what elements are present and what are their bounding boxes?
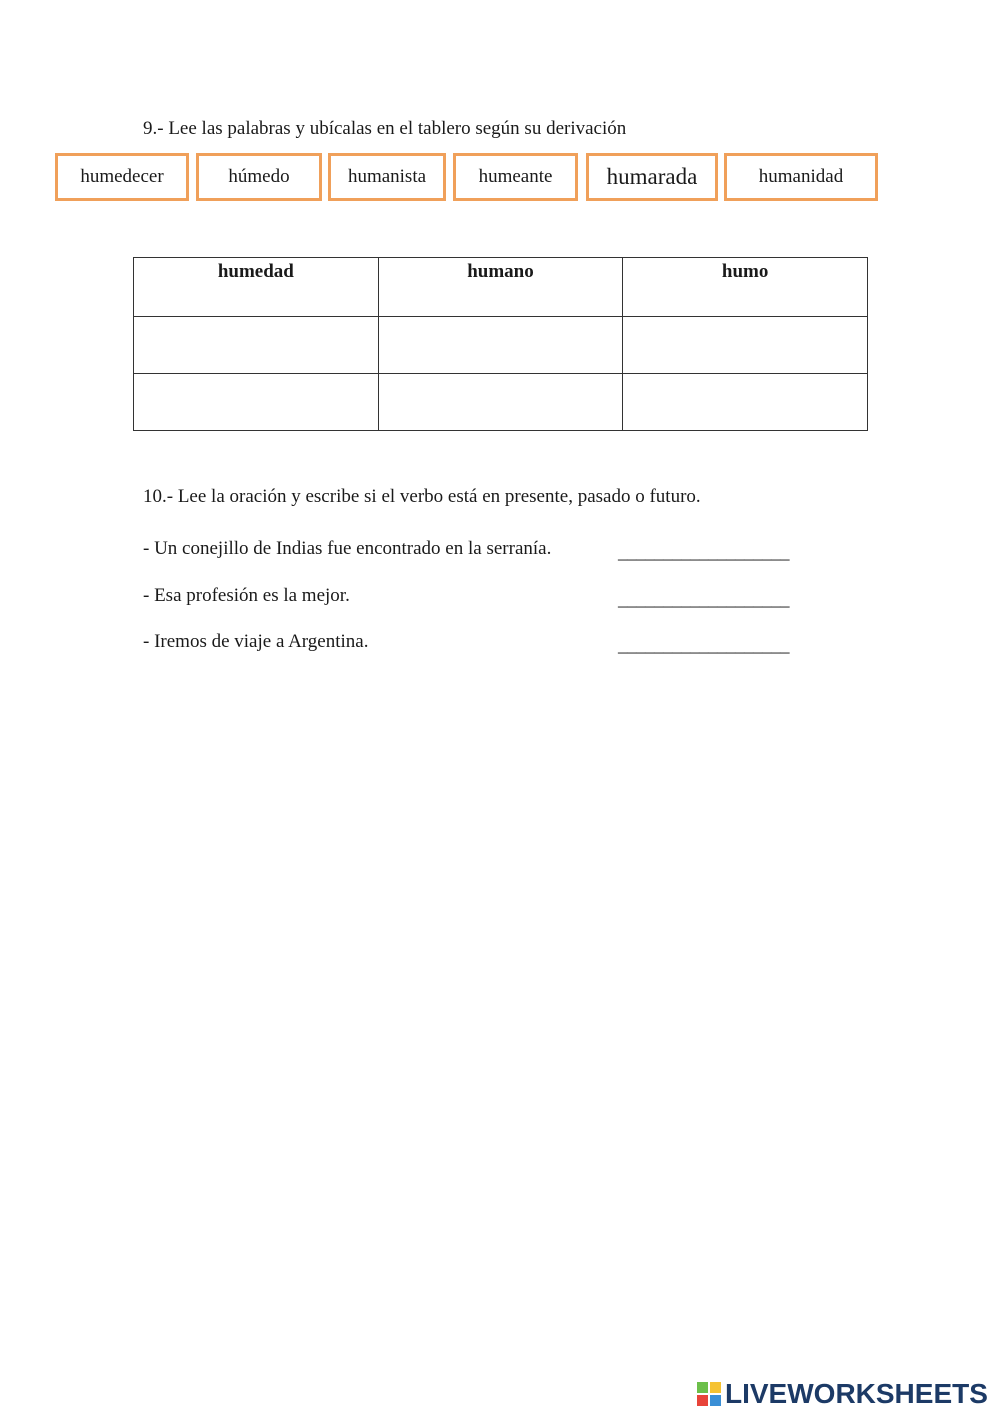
board-row [134,317,868,374]
word-card-humeante[interactable]: humeante [453,153,578,201]
drop-zone-humo-2[interactable] [623,374,868,431]
answer-field-2[interactable]: ___________________ [618,589,789,610]
sentence-1: - Un conejillo de Indias fue encontrado en la serranía. [143,538,552,559]
liveworksheets-logo [697,1376,988,1412]
board-header-humano: humano [378,258,623,317]
sentence-3: - Iremos de viaje a Argentina. [143,631,369,652]
board-row [134,374,868,431]
answer-field-1[interactable]: ___________________ [618,542,789,563]
board-header-humo: humo [623,258,868,317]
drop-zone-humano-2[interactable] [378,374,623,431]
drop-zone-humedad-2[interactable] [134,374,379,431]
sentence-2: - Esa profesión es la mejor. [143,585,350,606]
drop-zone-humano-1[interactable] [378,317,623,374]
logo-text: LIVEWORKSHEETS [725,1378,988,1409]
derivation-board [133,257,868,431]
word-card-humanista[interactable]: humanista [328,153,446,201]
word-card-humedo[interactable]: húmedo [196,153,322,201]
word-card-humanidad[interactable]: humanidad [724,153,878,201]
question-10-title: 10.- Lee la oración y escribe si el verbo está en presente, pasado o futuro. [143,486,701,507]
word-card-humarada[interactable]: humarada [586,153,718,201]
board-header-humedad: humedad [134,258,379,317]
answer-field-3[interactable]: ___________________ [618,635,789,656]
word-card-humedecer[interactable]: humedecer [55,153,189,201]
drop-zone-humo-1[interactable] [623,317,868,374]
board-header-row [134,258,868,317]
drop-zone-humedad-1[interactable] [134,317,379,374]
liveworksheets-icon [697,1382,721,1406]
question-9-title: 9.- Lee las palabras y ubícalas en el tablero según su derivación [143,118,627,139]
